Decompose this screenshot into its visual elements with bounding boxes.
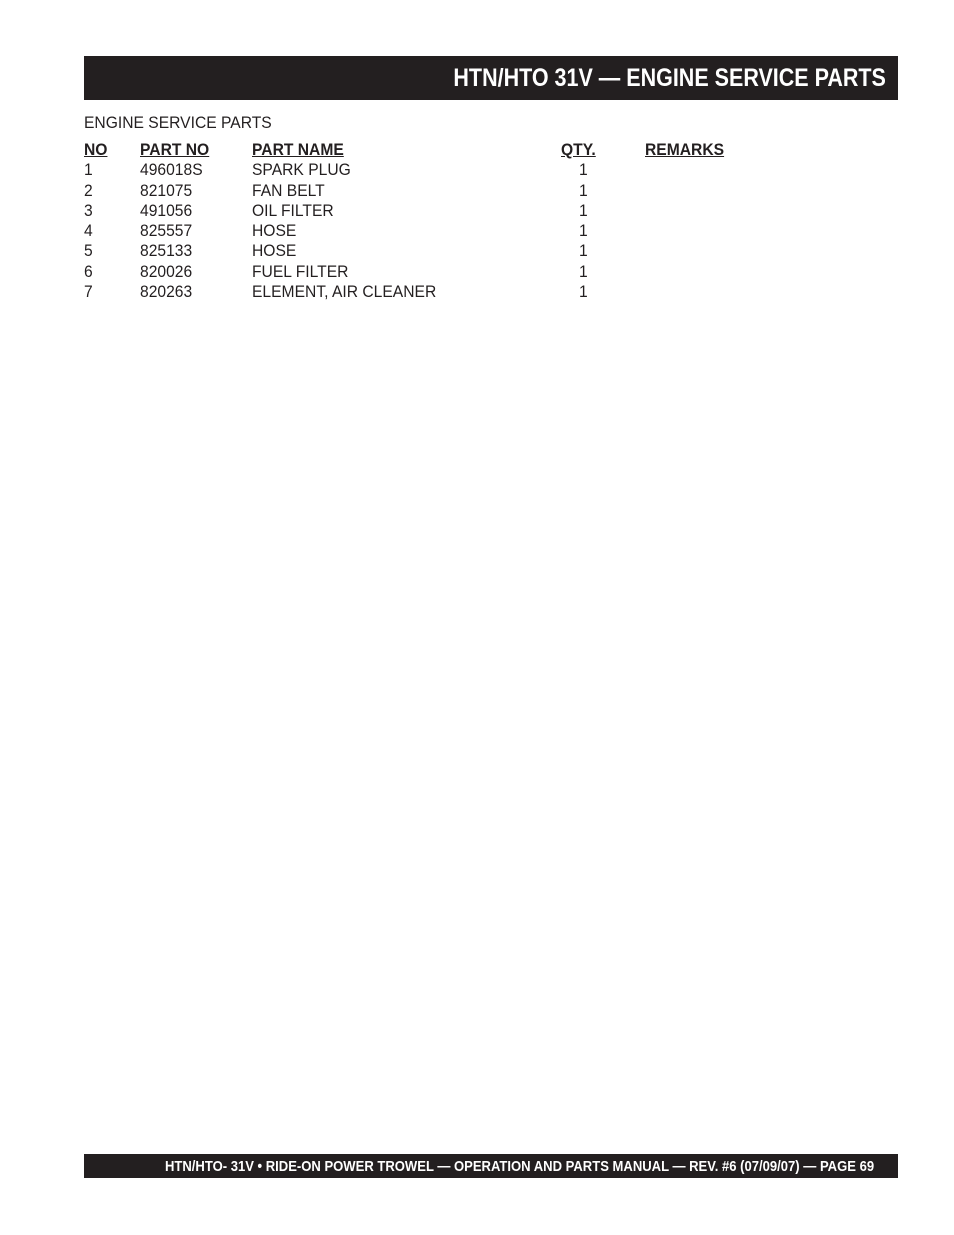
column-header-remarks: REMARKS [645,140,725,159]
cell-qty: 1 [579,241,588,261]
table-row [84,262,744,282]
column-header-part-no: PART NO [140,140,210,159]
cell-no: 3 [84,200,93,220]
cell-no: 2 [84,180,93,200]
table-row [84,181,744,201]
page-header-bar [84,56,898,100]
table-row [84,160,744,180]
cell-part-name: SPARK PLUG [252,160,351,180]
cell-part-no: 496018S [140,160,203,180]
cell-no: 6 [84,261,93,281]
cell-no: 7 [84,282,93,302]
parts-table [84,140,744,302]
cell-part-no: 820263 [140,282,193,302]
cell-part-name: OIL FILTER [252,200,334,220]
cell-part-name: HOSE [252,241,297,261]
section-label: ENGINE SERVICE PARTS [84,113,272,132]
column-header-no: NO [84,140,108,159]
cell-part-no: 491056 [140,200,193,220]
cell-part-no: 820026 [140,261,193,281]
table-row [84,201,744,221]
column-header-qty: QTY. [561,140,596,159]
page-title: HTN/HTO 31V — ENGINE SERVICE PARTS [453,63,886,92]
cell-no: 1 [84,160,93,180]
cell-part-no: 825133 [140,241,193,261]
table-row [84,241,744,261]
cell-part-name: HOSE [252,221,297,241]
cell-qty: 1 [579,180,588,200]
cell-part-name: ELEMENT, AIR CLEANER [252,282,437,302]
cell-qty: 1 [579,221,588,241]
column-header-part-name: PART NAME [252,140,344,159]
footer-text: HTN/HTO- 31V • RIDE-ON POWER TROWEL — OPERATION AND PARTS MANUAL — REV. #6 (07/09/07) — PAGE 69 [164,1157,874,1175]
table-row [84,282,744,302]
cell-part-name: FUEL FILTER [252,261,349,281]
cell-qty: 1 [579,261,588,281]
cell-part-name: FAN BELT [252,180,325,200]
cell-qty: 1 [579,160,588,180]
cell-qty: 1 [579,282,588,302]
page-footer-bar [84,1154,898,1178]
cell-no: 5 [84,241,93,261]
cell-part-no: 821075 [140,180,193,200]
table-row [84,221,744,241]
cell-no: 4 [84,221,93,241]
table-header-row [84,140,744,160]
cell-qty: 1 [579,200,588,220]
cell-part-no: 825557 [140,221,193,241]
